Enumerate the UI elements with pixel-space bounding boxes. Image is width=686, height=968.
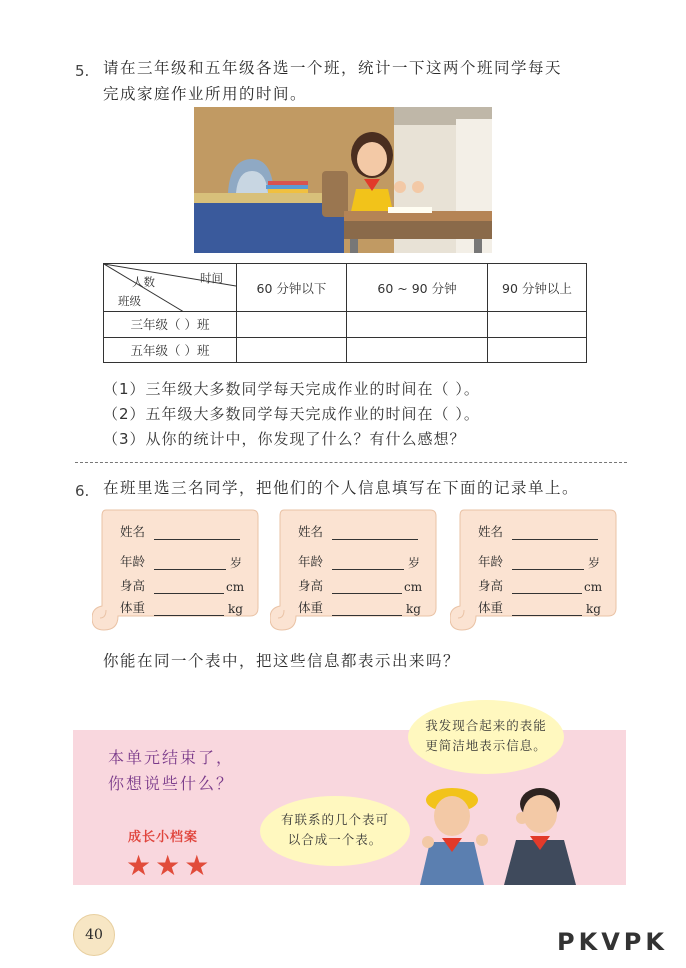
girl-at-desk-icon (194, 107, 492, 253)
table-row (104, 312, 587, 338)
girl-speech-bubble (260, 796, 410, 866)
star-rating: ★★★ (126, 849, 214, 882)
height-label: 身高 (478, 578, 504, 593)
height-unit: cm (404, 580, 423, 594)
header-people-label: 人数 (132, 275, 155, 289)
weight-field[interactable] (332, 615, 402, 616)
weight-label: 体重 (298, 600, 324, 615)
age-field[interactable] (154, 569, 226, 570)
name-field[interactable] (332, 539, 418, 540)
name-label: 姓名 (298, 524, 324, 539)
weight-field[interactable] (154, 615, 224, 616)
age-label: 年龄 (120, 554, 146, 569)
table-cell[interactable] (488, 337, 587, 363)
height-label: 身高 (120, 578, 146, 593)
age-unit: 岁 (588, 556, 601, 570)
table-cell[interactable] (237, 337, 347, 363)
watermark: PKVPK (557, 928, 668, 956)
column-header: 90 分钟以上 (488, 264, 587, 312)
height-unit: cm (584, 580, 603, 594)
header-time-label: 时间 (200, 271, 223, 285)
q5-sub2: （2）五年级大多数同学每天完成作业的时间在（ ）。 (103, 405, 480, 423)
row-label: 三年级（ ）班 (104, 312, 237, 338)
table-cell[interactable] (488, 312, 587, 338)
age-unit: 岁 (408, 556, 421, 570)
name-field[interactable] (154, 539, 240, 540)
age-label: 年龄 (478, 554, 504, 569)
height-field[interactable] (332, 593, 402, 594)
boy-speech-bubble (408, 700, 564, 774)
name-label: 姓名 (120, 524, 146, 539)
height-unit: cm (226, 580, 245, 594)
height-label: 身高 (298, 578, 324, 593)
q5-line1: 请在三年级和五年级各选一个班，统计一下这两个班同学每天 (103, 59, 563, 77)
summary-line1: 本单元结束了， (108, 748, 235, 767)
q5-number: 5. (75, 62, 90, 80)
age-field[interactable] (512, 569, 584, 570)
table-cell[interactable] (347, 337, 488, 363)
weight-unit: kg (586, 602, 601, 616)
page-number: 40 (73, 914, 115, 956)
q6-question: 你能在同一个表中，把这些信息都表示出来吗？ (103, 652, 461, 670)
boy-bubble-line2: 更简洁地表示信息。 (425, 738, 547, 753)
table-row (104, 337, 587, 363)
row-label: 五年级（ ）班 (104, 337, 237, 363)
children-illustration-icon (412, 780, 584, 885)
age-field[interactable] (332, 569, 404, 570)
q6-number: 6. (75, 482, 90, 500)
homework-illustration (194, 107, 492, 253)
weight-field[interactable] (512, 615, 582, 616)
height-field[interactable] (512, 593, 582, 594)
table-cell[interactable] (347, 312, 488, 338)
boy-bubble-line1: 我发现合起来的表能 (425, 718, 547, 733)
girl-bubble-line2: 以合成一个表。 (287, 832, 383, 847)
summary-line2: 你想说些什么？ (108, 774, 235, 793)
q5-sub1: （1）三年级大多数同学每天完成作业的时间在（ ）。 (103, 380, 480, 398)
q5-line2: 完成家庭作业所用的时间。 (103, 85, 308, 103)
record-card-1 (92, 506, 262, 634)
section-divider (75, 462, 627, 463)
weight-label: 体重 (478, 600, 504, 615)
column-header: 60 分钟以下 (237, 264, 347, 312)
name-label: 姓名 (478, 524, 504, 539)
weight-unit: kg (228, 602, 243, 616)
table-cell[interactable] (237, 312, 347, 338)
height-field[interactable] (154, 593, 224, 594)
age-label: 年龄 (298, 554, 324, 569)
record-card-2 (270, 506, 440, 634)
column-header: 60 ~ 90 分钟 (347, 264, 488, 312)
name-field[interactable] (512, 539, 598, 540)
header-class-label: 班级 (118, 294, 141, 308)
table-header-corner (104, 264, 237, 312)
growth-record-badge: 成长小档案 (128, 830, 199, 845)
homework-time-table (103, 263, 587, 363)
q6-text: 在班里选三名同学，把他们的个人信息填写在下面的记录单上。 (103, 479, 580, 497)
weight-label: 体重 (120, 600, 146, 615)
girl-bubble-line1: 有联系的几个表可 (280, 812, 389, 827)
q5-sub3: （3）从你的统计中，你发现了什么？有什么感想？ (103, 430, 466, 448)
age-unit: 岁 (230, 556, 243, 570)
record-card-3 (450, 506, 620, 634)
weight-unit: kg (406, 602, 421, 616)
